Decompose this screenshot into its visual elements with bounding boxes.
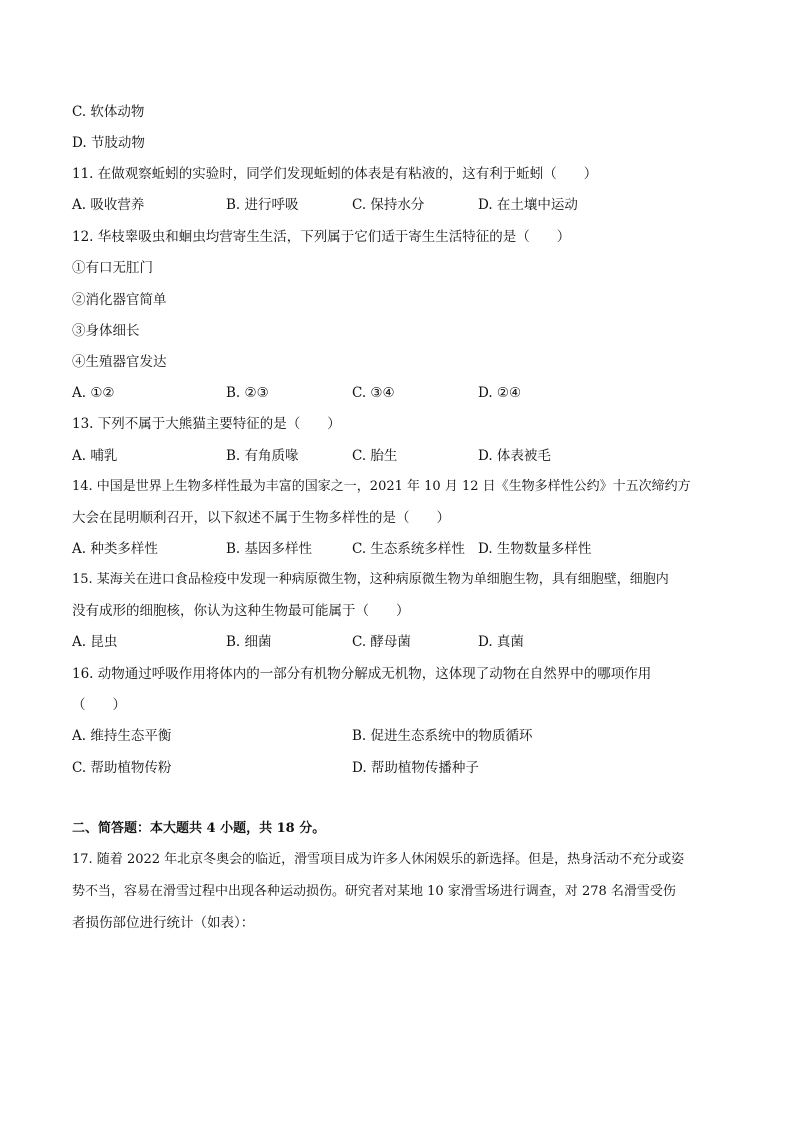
q12-item-1: ①有口无肛门 xyxy=(72,260,153,276)
q16-option-a: A. 维持生态平衡 xyxy=(72,728,172,744)
q13-option-b: B. 有角质喙 xyxy=(226,448,299,464)
q14-option-a: A. 种类多样性 xyxy=(72,541,158,557)
q14-option-d: D. 生物数量多样性 xyxy=(478,541,592,557)
q15-option-a: A. 昆虫 xyxy=(72,634,118,650)
question-14-line-2: 大会在昆明顺利召开，以下叙述不属于生物多样性的是（ ） xyxy=(72,510,450,526)
question-17-line-2: 势不当，容易在滑雪过程中出现各种运动损伤。研究者对某地 10 家滑雪场进行调查，对 278 名滑雪受伤 xyxy=(72,884,676,899)
question-16-line-2: （ ） xyxy=(72,697,126,713)
q12-option-b: B. ②③ xyxy=(226,385,269,401)
section-heading: 二、简答题：本大题共 4 小题，共 18 分。 xyxy=(72,821,326,836)
q15-option-c: C. 酵母菌 xyxy=(352,634,411,650)
q12-option-a: A. ①② xyxy=(72,385,115,401)
question-15-line-2: 没有成形的细胞核，你认为这种生物最可能属于（ ） xyxy=(72,603,410,619)
q12-item-3: ③身体细长 xyxy=(72,323,140,339)
q11-option-b: B. 进行呼吸 xyxy=(226,197,299,213)
q12-option-d: D. ②④ xyxy=(478,385,522,401)
q12-option-c: C. ③④ xyxy=(352,385,395,401)
q16-option-c: C. 帮助植物传粉 xyxy=(72,760,172,776)
q11-option-a: A. 吸收营养 xyxy=(72,197,145,213)
question-16-line-1: 16. 动物通过呼吸作用将体内的一部分有机物分解成无机物，这体现了动物在自然界中的哪项作用 xyxy=(72,666,652,682)
question-14-line-1: 14. 中国是世界上生物多样性最为丰富的国家之一，2021 年 10 月 12 日《生物多样性公约》十五次缔约方 xyxy=(72,479,691,494)
q13-option-d: D. 体表被毛 xyxy=(478,448,551,464)
q12-item-2: ②消化器官简单 xyxy=(72,292,167,308)
q11-option-d: D. 在土壤中运动 xyxy=(478,197,578,213)
q14-option-b: B. 基因多样性 xyxy=(226,541,313,557)
q16-option-b: B. 促进生态系统中的物质循环 xyxy=(352,728,533,744)
question-13: 13. 下列不属于大熊猫主要特征的是（ ） xyxy=(72,416,341,432)
q11-option-c: C. 保持水分 xyxy=(352,197,425,213)
question-11: 11. 在做观察蚯蚓的实验时，同学们发现蚯蚓的体表是有粘液的，这有利于蚯蚓（ ） xyxy=(72,166,598,182)
question-17-line-3: 者损伤部位进行统计（如表）： xyxy=(72,915,255,931)
option-c-q10: C. 软体动物 xyxy=(72,104,145,120)
option-d-q10: D. 节肢动物 xyxy=(72,135,145,151)
q14-option-c: C. 生态系统多样性 xyxy=(352,541,465,557)
q15-option-d: D. 真菌 xyxy=(478,634,524,650)
q13-option-a: A. 哺乳 xyxy=(72,448,118,464)
question-12: 12. 华枝睾吸虫和蛔虫均营寄生生活，下列属于它们适于寄生生活特征的是（ ） xyxy=(72,229,571,245)
q12-item-4: ④生殖器官发达 xyxy=(72,354,167,370)
question-17-line-1: 17. 随着 2022 年北京冬奥会的临近，滑雪项目成为许多人休闲娱乐的新选择。但是，热身活动不充分或姿 xyxy=(72,852,685,867)
question-15-line-1: 15. 某海关在进口食品检疫中发现一种病原微生物，这种病原微生物为单细胞生物，具有细胞壁，细胞内 xyxy=(72,572,669,587)
q13-option-c: C. 胎生 xyxy=(352,448,398,464)
q15-option-b: B. 细菌 xyxy=(226,634,272,650)
q16-option-d: D. 帮助植物传播种子 xyxy=(352,760,479,776)
